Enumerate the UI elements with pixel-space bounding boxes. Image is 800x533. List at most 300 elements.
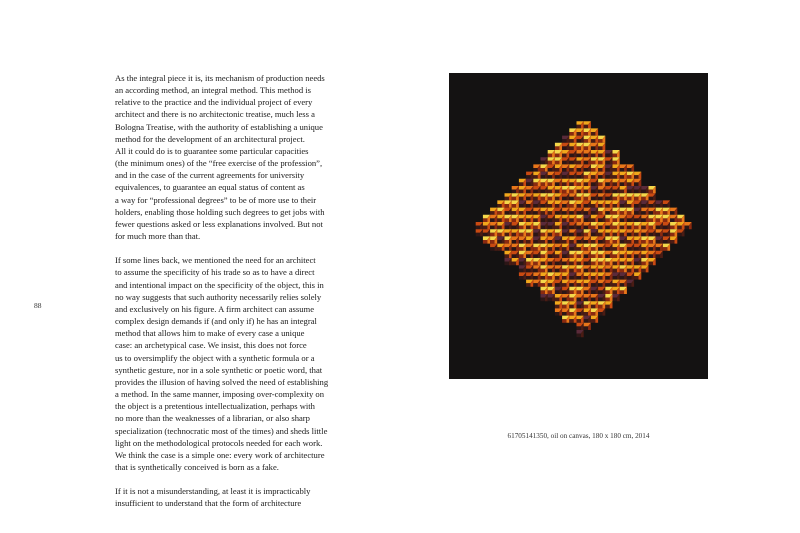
cube-face (663, 218, 667, 222)
cube-face (497, 204, 501, 208)
text-line: We think the case is a simple one: every work of architecture (115, 449, 325, 460)
cube-face (562, 312, 566, 316)
cube-face (512, 218, 516, 222)
body-text (115, 72, 377, 522)
cube-face (598, 254, 602, 258)
cube-face (584, 132, 588, 136)
cube-face (598, 240, 602, 244)
cube-face (598, 233, 602, 237)
cube-face (584, 197, 588, 201)
cube-face (497, 226, 501, 230)
cube-face (605, 247, 609, 251)
cube-face (512, 247, 516, 251)
cube-face (497, 211, 501, 215)
cube-face (649, 190, 653, 194)
cube-face (598, 290, 602, 294)
cube-face (555, 269, 559, 273)
cube-face (591, 247, 595, 251)
cube-face (584, 319, 588, 323)
cube-face (526, 190, 530, 194)
cube-face (584, 276, 588, 280)
cube-face (512, 240, 516, 244)
cube-face (562, 211, 566, 215)
text-line: method for the development of an architectural project. (115, 133, 305, 144)
cube-face (569, 197, 573, 201)
cube-face (627, 269, 631, 273)
cube-face (541, 233, 545, 237)
cube-face (584, 154, 588, 158)
cube-face (670, 211, 674, 215)
cube-face (584, 269, 588, 273)
cube-face (641, 197, 645, 201)
cube-face (598, 197, 602, 201)
cube-face (569, 290, 573, 294)
paragraph (115, 485, 377, 509)
cube-face (555, 218, 559, 222)
cube-face (656, 218, 660, 222)
cube-face (526, 182, 530, 186)
cube-face (505, 204, 509, 208)
cube-face (562, 168, 566, 172)
cube-face (577, 334, 581, 338)
cube-face (519, 204, 523, 208)
cube-face (548, 254, 552, 258)
cube-face (555, 161, 559, 165)
cube-face (584, 190, 588, 194)
cube-face (591, 161, 595, 165)
cube-face (541, 269, 545, 273)
text-line: architect and there is no architectonic treatise, much less a (115, 109, 315, 120)
cube-face (620, 168, 624, 172)
cube-face (584, 146, 588, 150)
cube-face (541, 175, 545, 179)
cube-face (591, 182, 595, 186)
cube-face (634, 218, 638, 222)
cube-face (584, 175, 588, 179)
cube-face (512, 226, 516, 230)
cube-face (613, 168, 617, 172)
cube-face (497, 233, 501, 237)
cube-face (584, 182, 588, 186)
cube-face (548, 218, 552, 222)
cube-face (656, 226, 660, 230)
cube-face (569, 298, 573, 302)
cube-face (613, 197, 617, 201)
cube-face (577, 197, 581, 201)
cube-face (577, 175, 581, 179)
cube-face (584, 168, 588, 172)
cube-face (541, 226, 545, 230)
cube-face (577, 204, 581, 208)
cube-face (490, 226, 494, 230)
cube-face (533, 240, 537, 244)
cube-face (598, 146, 602, 150)
cube-face (526, 218, 530, 222)
cube-face (627, 254, 631, 258)
cube-face (476, 233, 480, 237)
cube-face (649, 262, 653, 266)
cube-face (548, 197, 552, 201)
cube-face (620, 240, 624, 244)
cube-face (497, 247, 501, 251)
cube-face (505, 218, 509, 222)
cube-face (591, 298, 595, 302)
cube-face (519, 182, 523, 186)
cube-face (577, 168, 581, 172)
text-line: equivalences, to guarantee an equal status of content as (115, 182, 305, 193)
cube-face (627, 262, 631, 266)
cube-face (584, 312, 588, 316)
cube-face (548, 276, 552, 280)
cube-face (569, 211, 573, 215)
text-line: a method. In the same manner, imposing over-complexity on (115, 389, 325, 400)
cube-face (591, 154, 595, 158)
cube-face (627, 247, 631, 251)
cube-face (670, 240, 674, 244)
cube-face (656, 204, 660, 208)
text-line: to assume the specificity of his trade so as to have a direct (115, 267, 315, 278)
cube-face (569, 161, 573, 165)
cube-face (541, 211, 545, 215)
cube-face (627, 283, 631, 287)
cube-face (577, 262, 581, 266)
cube-face (577, 161, 581, 165)
cube-face (605, 305, 609, 309)
text-line: and intentional impact on the specificity of the object, this in (115, 279, 324, 290)
cube-face (627, 190, 631, 194)
cube-face (613, 283, 617, 287)
cube-face (526, 175, 530, 179)
cube-face (555, 175, 559, 179)
cube-face (613, 175, 617, 179)
cube-face (569, 269, 573, 273)
cube-face (620, 290, 624, 294)
cube-face (533, 190, 537, 194)
cube-face (562, 305, 566, 309)
cube-face (548, 175, 552, 179)
cube-face (641, 233, 645, 237)
text-line: As the integral piece it is, its mechanism of production needs (115, 73, 325, 83)
cube-face (541, 218, 545, 222)
cube-face (634, 175, 638, 179)
cube-face (533, 283, 537, 287)
cube-face (562, 290, 566, 294)
cube-face (555, 312, 559, 316)
text-line: us to oversimplify the object with a synthetic formula or a (115, 352, 315, 363)
cube-face (598, 190, 602, 194)
cube-face (620, 254, 624, 258)
cube-face (598, 139, 602, 143)
cube-face (548, 298, 552, 302)
cube-face (620, 204, 624, 208)
text-line: Bologna Treatise, with the authority of establishing a unique (115, 121, 323, 132)
cube-face (649, 254, 653, 258)
cube-face (620, 283, 624, 287)
cube-face (591, 240, 595, 244)
cube-face (584, 139, 588, 143)
cube-face (505, 233, 509, 237)
cube-face (591, 175, 595, 179)
cube-face (641, 247, 645, 251)
cube-face (490, 211, 494, 215)
cube-face (519, 254, 523, 258)
cube-face (541, 240, 545, 244)
cube-face (634, 182, 638, 186)
cube-face (577, 125, 581, 129)
cube-face (641, 190, 645, 194)
cube-face (627, 240, 631, 244)
cube-face (605, 168, 609, 172)
cube-face (569, 283, 573, 287)
cube-face (598, 312, 602, 316)
cube-face (649, 226, 653, 230)
cube-face (656, 247, 660, 251)
cube-face (562, 175, 566, 179)
cube-face (670, 218, 674, 222)
cube-face (562, 247, 566, 251)
cube-face (591, 132, 595, 136)
cube-face (569, 262, 573, 266)
cube-face (634, 204, 638, 208)
cube-face (627, 204, 631, 208)
cube-face (533, 182, 537, 186)
cube-face (634, 269, 638, 273)
cube-face (605, 240, 609, 244)
cube-face (555, 204, 559, 208)
cube-face (483, 240, 487, 244)
cube-face (476, 226, 480, 230)
cube-face (577, 146, 581, 150)
cube-face (533, 175, 537, 179)
cube-face (634, 226, 638, 230)
cube-face (649, 218, 653, 222)
cube-face (533, 211, 537, 215)
cube-face (562, 154, 566, 158)
cube-face (541, 276, 545, 280)
cube-face (663, 233, 667, 237)
text-line: that is synthetically conceived is born as a fake. (115, 461, 279, 472)
cube-face (577, 283, 581, 287)
cube-face (605, 262, 609, 266)
text-line: for much more than that. (115, 231, 201, 242)
cube-face (613, 290, 617, 294)
cube-face (490, 233, 494, 237)
cube-face (670, 233, 674, 237)
cube-face (512, 262, 516, 266)
cube-face (526, 276, 530, 280)
cube-face (605, 211, 609, 215)
cube-face (519, 226, 523, 230)
cube-face (533, 218, 537, 222)
cube-face (613, 211, 617, 215)
cube-face (627, 226, 631, 230)
cube-face (649, 240, 653, 244)
cube-face (569, 175, 573, 179)
cube-face (641, 254, 645, 258)
cube-face (577, 233, 581, 237)
cube-face (497, 218, 501, 222)
cube-face (505, 247, 509, 251)
cube-face (591, 319, 595, 323)
cube-face (663, 247, 667, 251)
cube-face (562, 182, 566, 186)
cube-face (656, 233, 660, 237)
cube-face (591, 218, 595, 222)
cube-face (591, 168, 595, 172)
cube-face (613, 240, 617, 244)
cube-face (641, 204, 645, 208)
cube-face (569, 254, 573, 258)
cube-face (591, 233, 595, 237)
cube-face (569, 190, 573, 194)
cube-face (490, 218, 494, 222)
cube-face (533, 168, 537, 172)
cube-face (584, 326, 588, 330)
cube-face (562, 197, 566, 201)
cube-face (605, 161, 609, 165)
text-line: fewer questions asked or less explanations involved. But not (115, 218, 323, 229)
cube-face (533, 226, 537, 230)
cube-face (526, 211, 530, 215)
cube-face (605, 283, 609, 287)
cube-face (663, 204, 667, 208)
cube-face (613, 254, 617, 258)
cube-face (548, 211, 552, 215)
cube-face (620, 226, 624, 230)
cube-face (613, 276, 617, 280)
cube-face (613, 154, 617, 158)
cube-face (490, 247, 494, 251)
cube-face (598, 175, 602, 179)
cube-face (519, 247, 523, 251)
cube-face (526, 283, 530, 287)
cube-face (598, 218, 602, 222)
text-line: method that allows him to make of every case a unique (115, 328, 305, 339)
cube-face (548, 283, 552, 287)
cube-face (533, 262, 537, 266)
cube-face (548, 233, 552, 237)
cube-face (562, 240, 566, 244)
cube-face (591, 305, 595, 309)
cube-face (627, 175, 631, 179)
cube-face (505, 197, 509, 201)
cube-face (584, 211, 588, 215)
cube-face (569, 233, 573, 237)
cube-face (555, 262, 559, 266)
cube-face (577, 226, 581, 230)
cube-face (591, 269, 595, 273)
cube-face (627, 233, 631, 237)
cube-face (577, 326, 581, 330)
cube-face (569, 146, 573, 150)
cube-face (562, 276, 566, 280)
cube-face (620, 218, 624, 222)
cube-face (562, 254, 566, 258)
cube-face (569, 240, 573, 244)
artwork-figure (449, 73, 708, 379)
cube-face (591, 283, 595, 287)
cube-face (519, 262, 523, 266)
cube-face (541, 298, 545, 302)
text-line: an according method, an integral method. This method is (115, 85, 312, 96)
cube-face (526, 226, 530, 230)
cube-face (663, 240, 667, 244)
cube-face (677, 226, 681, 230)
cube-face (634, 247, 638, 251)
cube-face (541, 197, 545, 201)
cube-face (569, 305, 573, 309)
cube-face (490, 240, 494, 244)
cube-face (613, 161, 617, 165)
cube-face (577, 312, 581, 316)
cube-face (634, 197, 638, 201)
cube-face (505, 211, 509, 215)
cube-face (591, 290, 595, 294)
cube-face (548, 154, 552, 158)
cube-face (605, 233, 609, 237)
cube-face (569, 218, 573, 222)
cube-face (598, 269, 602, 273)
cube-face (562, 319, 566, 323)
cube-face (613, 182, 617, 186)
cube-face (641, 226, 645, 230)
text-line: light on the methodological protocols needed for each work. (115, 437, 323, 448)
cube-face (533, 276, 537, 280)
cube-face (541, 161, 545, 165)
cube-face (613, 226, 617, 230)
cube-face (620, 190, 624, 194)
cube-face (548, 269, 552, 273)
text-line: If it is not a misunderstanding, at least it is impracticably (115, 486, 311, 497)
cube-face (577, 211, 581, 215)
cube-face (569, 154, 573, 158)
cube-face (598, 262, 602, 266)
cube-face (519, 190, 523, 194)
cube-face (569, 247, 573, 251)
cube-face (562, 139, 566, 143)
cube-face (555, 247, 559, 251)
cube-face (562, 218, 566, 222)
cube-face (505, 262, 509, 266)
cube-face (677, 233, 681, 237)
cube-face (577, 290, 581, 294)
text-line: (the minimum ones) of the “free exercise of the profession”, (115, 158, 323, 169)
cube-face (605, 175, 609, 179)
cube-face (591, 211, 595, 215)
cube-face (555, 298, 559, 302)
cube-face (584, 283, 588, 287)
cube-face (591, 204, 595, 208)
cube-face (526, 197, 530, 201)
cube-face (620, 182, 624, 186)
cube-face (562, 298, 566, 302)
cube-face (598, 276, 602, 280)
cube-face (620, 247, 624, 251)
cube-face (555, 168, 559, 172)
cube-face (598, 168, 602, 172)
cube-face (533, 197, 537, 201)
cube-face (555, 233, 559, 237)
artwork-painting (449, 73, 708, 379)
cube-face (562, 269, 566, 273)
text-line: relative to the practice and the individual project of every (115, 97, 313, 108)
cube-face (555, 226, 559, 230)
cube-face (548, 190, 552, 194)
text-line: insufficient to understand that the form of architecture (115, 498, 302, 509)
cube-face (555, 254, 559, 258)
cube-face (526, 254, 530, 258)
cube-face (620, 211, 624, 215)
